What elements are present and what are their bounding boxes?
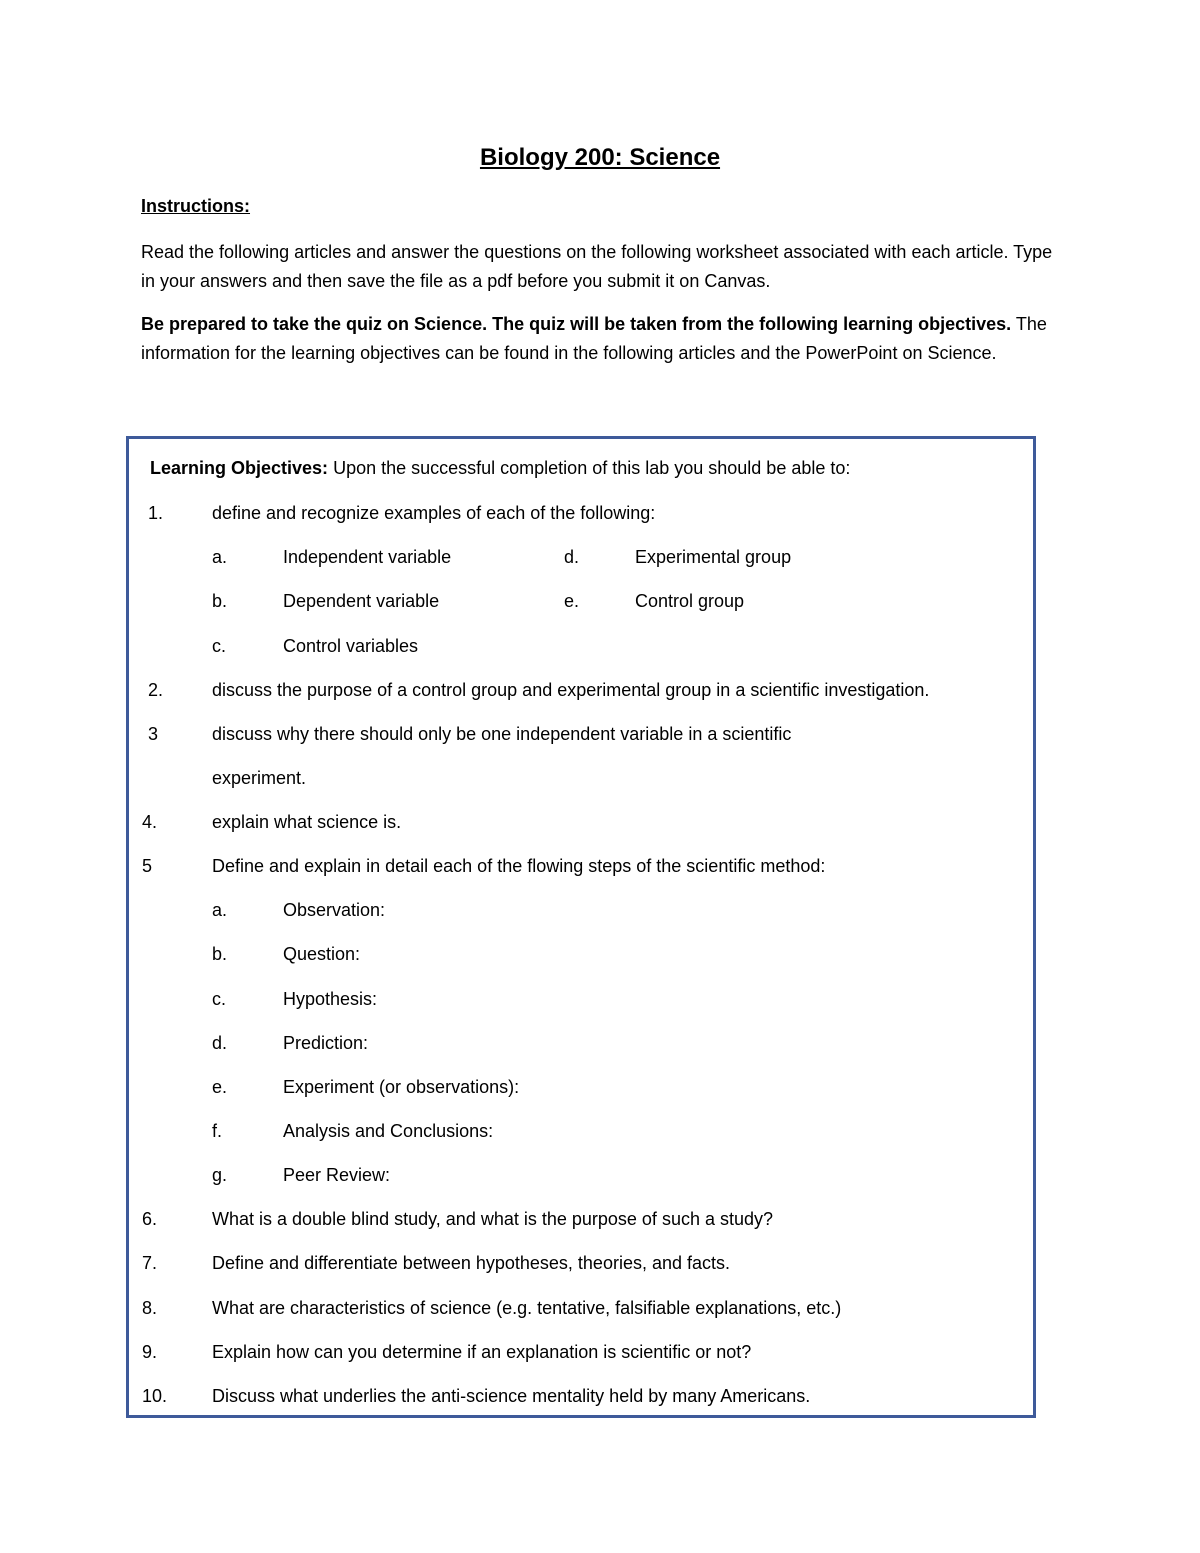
sub-item-text: Hypothesis: <box>283 989 378 1009</box>
objective-text: What is a double blind study, and what is the purpose of such a study? <box>212 1209 774 1229</box>
sub-item-text: Control variables <box>283 636 419 656</box>
sub-item-text: Independent variable <box>283 547 452 567</box>
objective-text: Define and explain in detail each of the flowing steps of the scientific method: <box>212 856 826 876</box>
document-title: Biology 200: Science <box>479 144 721 171</box>
objective-number: 8. <box>142 1298 158 1318</box>
sub-item-letter: d. <box>212 1033 228 1053</box>
objective-text: discuss the purpose of a control group and experimental group in a scientific investigation. <box>212 680 930 700</box>
sub-item-letter: f. <box>212 1121 223 1141</box>
objective-number: 4. <box>142 812 158 832</box>
objective-number: 5 <box>142 856 153 876</box>
sub-item-text: Peer Review: <box>283 1165 391 1185</box>
quiz-paragraph-rest: The information for the learning objectives can be found in the following articles and the PowerPoint on Science. <box>141 314 1047 363</box>
sub-item-text: Experiment (or observations): <box>283 1077 520 1097</box>
objective-number: 2. <box>148 680 164 700</box>
instructions-heading: Instructions: <box>141 196 251 216</box>
objective-text: Discuss what underlies the anti-science mentality held by many Americans. <box>212 1386 811 1406</box>
sub-item-letter: b. <box>212 944 228 964</box>
sub-item-letter: a. <box>212 900 228 920</box>
sub-item-text: Observation: <box>283 900 386 920</box>
objective-number: 1. <box>148 503 164 523</box>
sub-item-text: Dependent variable <box>283 591 440 611</box>
objective-text: What are characteristics of science (e.g. tentative, falsifiable explanations, etc.) <box>212 1298 842 1318</box>
sub-item-text: Control group <box>635 591 745 611</box>
objective-text: define and recognize examples of each of the following: <box>212 503 656 523</box>
sub-item-letter: e. <box>564 591 580 611</box>
objective-number: 10. <box>142 1386 168 1406</box>
sub-item-letter: g. <box>212 1165 228 1185</box>
objective-number: 7. <box>142 1253 158 1273</box>
objective-text: Explain how can you determine if an explanation is scientific or not? <box>212 1342 752 1362</box>
objective-number: 6. <box>142 1209 158 1229</box>
sub-item-letter: e. <box>212 1077 228 1097</box>
sub-item-letter: c. <box>212 989 227 1009</box>
sub-item-text: Analysis and Conclusions: <box>283 1121 494 1141</box>
learning-objectives-label: Learning Objectives: <box>150 458 329 478</box>
sub-item-text: Question: <box>283 944 361 964</box>
objective-number: 9. <box>142 1342 158 1362</box>
objective-number: 3 <box>148 724 159 744</box>
sub-item-letter: a. <box>212 547 228 567</box>
quiz-paragraph-bold: Be prepared to take the quiz on Science. The quiz will be taken from the following learning objectives. <box>141 314 1012 334</box>
objective-text: explain what science is. <box>212 812 402 832</box>
objective-text: Define and differentiate between hypotheses, theories, and facts. <box>212 1253 731 1273</box>
instructions-paragraph: Read the following articles and answer the questions on the following worksheet associated with each article. Type in your answers and then save the file as a pdf before you submit it on Canvas. <box>141 242 1053 291</box>
quiz-paragraph <box>141 310 1066 368</box>
sub-item-letter: c. <box>212 636 227 656</box>
objective-text-continued: experiment. <box>212 768 307 788</box>
objective-text: discuss why there should only be one independent variable in a scientific <box>212 724 792 744</box>
learning-objectives-intro: Upon the successful completion of this lab you should be able to: <box>328 458 851 478</box>
learning-objectives-header <box>150 458 850 479</box>
sub-item-letter: b. <box>212 591 228 611</box>
sub-item-letter: d. <box>564 547 580 567</box>
sub-item-text: Prediction: <box>283 1033 369 1053</box>
sub-item-text: Experimental group <box>635 547 792 567</box>
